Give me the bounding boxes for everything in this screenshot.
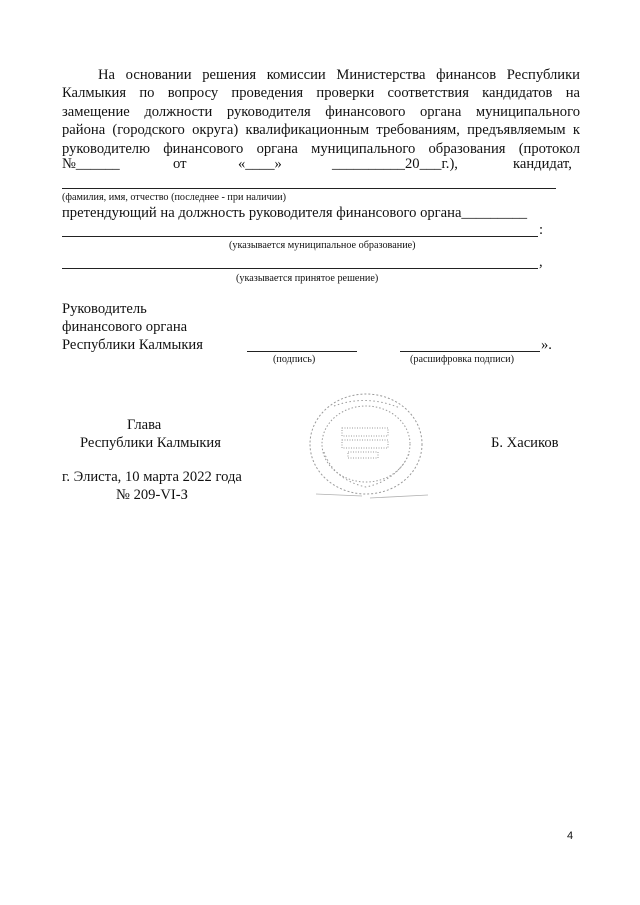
signatory-title-line1: Глава [127, 417, 162, 433]
protocol-number-field: №______ [62, 156, 120, 172]
decoding-caption: (расшифровка подписи) [410, 354, 514, 365]
protocol-day-field: «____» [238, 156, 282, 172]
colon-mark: : [539, 222, 544, 238]
protocol-from-label: от [173, 156, 187, 172]
municipality-caption: (указывается муниципальное образование) [229, 240, 416, 251]
paragraph-line: Калмыкия по вопросу проведения проверки соответствия кандидатов на [62, 85, 580, 102]
protocol-date-field: __________20___г.), [332, 156, 458, 172]
fio-caption: (фамилия, имя, отчество (последнее - при наличии) [62, 192, 286, 203]
head-title-line3: Республики Калмыкия [62, 337, 203, 353]
place-date: г. Элиста, 10 марта 2022 года [62, 469, 242, 485]
signature-caption: (подпись) [273, 354, 316, 365]
decision-fill-line [62, 268, 538, 269]
decoding-fill-line [400, 351, 540, 352]
main-paragraph [62, 66, 580, 158]
municipality-fill-line [62, 236, 538, 237]
page-number: 4 [567, 830, 574, 842]
paragraph-line: руководителю финансового органа муниципального образования (протокол [62, 140, 580, 157]
paragraph-line: замещение должности руководителя финансового органа муниципального [62, 103, 580, 120]
head-title-line1: Руководитель [62, 301, 147, 317]
signatory-name: Б. Хасиков [491, 435, 559, 451]
claim-line: претендующий на должность руководителя финансового органа_________ [62, 205, 528, 221]
head-title-line2: финансового органа [62, 319, 188, 335]
fio-fill-line [62, 188, 556, 189]
closing-quote: ». [541, 337, 552, 353]
signatory-title-line2: Республики Калмыкия [80, 435, 221, 451]
paragraph-line: На основании решения комиссии Министерства финансов Республики [98, 67, 580, 83]
candidate-label: кандидат, [513, 156, 572, 172]
law-number: № 209-VI-З [116, 487, 188, 503]
official-seal-icon [304, 392, 434, 500]
paragraph-line: района (городского округа) квалификационным требованиям, предъявляемым к [62, 122, 580, 139]
comma-mark: , [539, 254, 543, 270]
decision-caption: (указывается принятое решение) [236, 273, 379, 284]
signature-fill-line [247, 351, 357, 352]
